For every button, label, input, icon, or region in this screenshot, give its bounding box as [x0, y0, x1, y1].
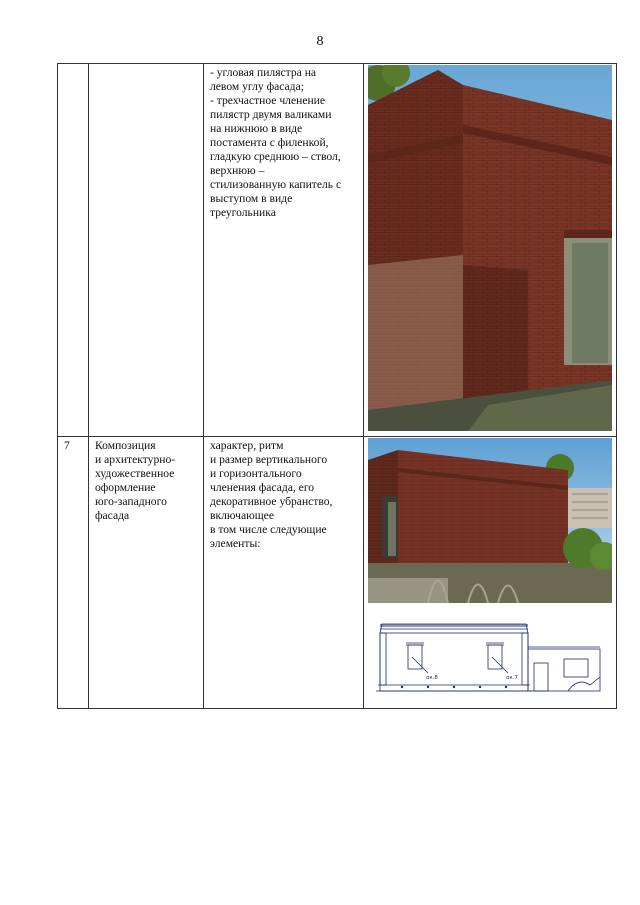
page-number: 8 [316, 34, 324, 49]
window-7-label: ок.7 [506, 675, 518, 681]
southwest-facade-photo [368, 438, 612, 603]
subject-cell [89, 64, 204, 437]
photo-cell [364, 64, 617, 437]
heritage-table [57, 63, 617, 709]
description-cell: - угловая пилястра на левом углу фасада; - трехчастное членение пилястр двумя валиками на нижнюю в виде постамента с филенкой, гладкую среднюю – ствол, верхнюю – стилизованную капитель с выступом в виде треугольника [204, 64, 364, 437]
table-row [58, 437, 617, 709]
window-8-label: ок.8 [426, 675, 438, 681]
building-corner-photo [368, 65, 612, 431]
row-number-cell [58, 64, 89, 437]
subject-cell: Композиция и архитектурно- художественное оформление юго-западного фасада [89, 437, 204, 709]
table-row [58, 64, 617, 437]
description-cell: характер, ритм и размер вертикального и горизонтального членения фасада, его декоративное убранство, включающее в том числе следующие элементы: [204, 437, 364, 709]
photo-cell [364, 437, 617, 709]
facade-elevation-drawing [368, 607, 612, 707]
row-number-cell: 7 [58, 437, 89, 709]
